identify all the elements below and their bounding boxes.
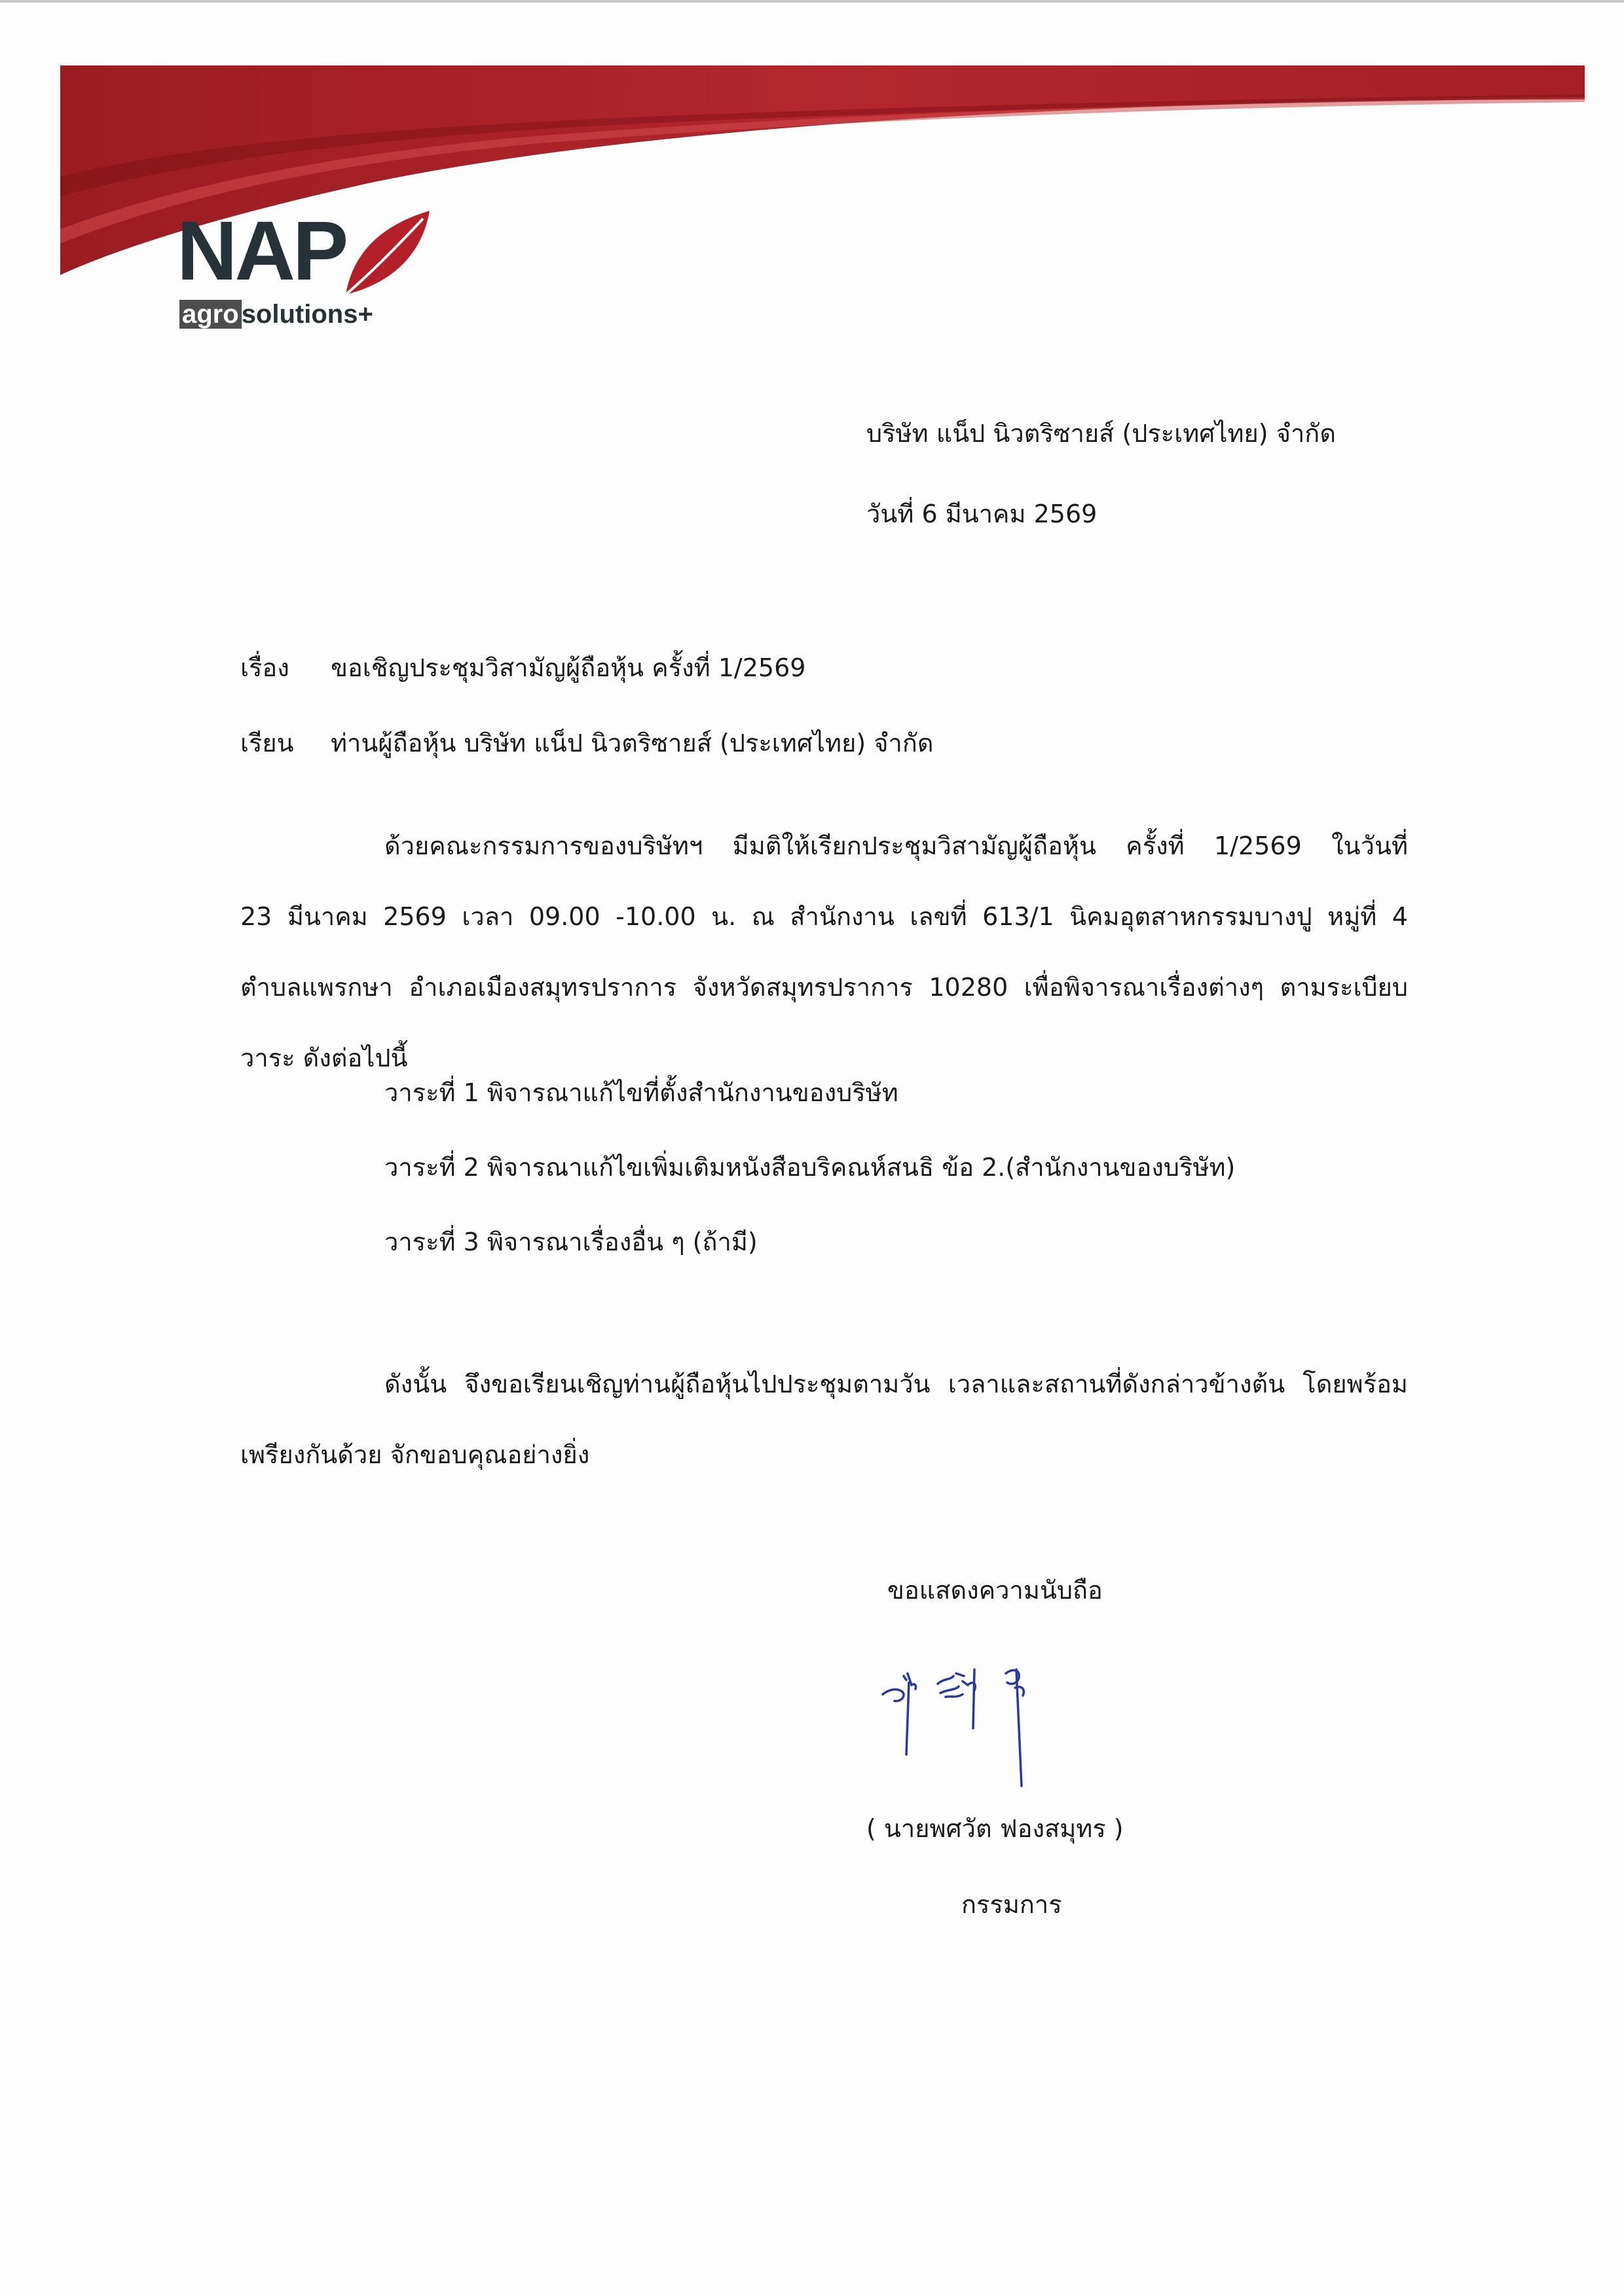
body-line: ตำบลแพรกษา อำเภอเมืองสมุทรปราการ จังหวัดสมุทรปราการ 10280 เพื่อพิจารณาเรื่องต่างๆ ตามระเบียบ xyxy=(240,973,1408,1002)
subject-text: ขอเชิญประชุมวิสามัญผู้ถือหุ้น ครั้งที่ 1/2569 xyxy=(331,653,806,682)
closing-paragraph xyxy=(240,1349,1408,1490)
leaf-icon xyxy=(339,210,431,301)
agenda-item: วาระที่ 1 พิจารณาแก้ไขที่ตั้งสำนักงานของบริษัท xyxy=(384,1078,898,1107)
nap-logo xyxy=(177,204,426,334)
subject-label: เรื่อง xyxy=(240,653,289,682)
logo-wordmark: NAP xyxy=(177,204,346,298)
signer-name: ( นายพศวัต ฟองสมุทร ) xyxy=(866,1814,1124,1843)
closing-line: ดังนั้น จึงขอเรียนเชิญท่านผู้ถือหุ้นไปประชุมตามวัน เวลาและสถานที่ดังกล่าวข้างต้น โดยพร้อม xyxy=(384,1370,1408,1398)
company-name: บริษัท แน็ป นิวตริซายส์ (ประเทศไทย) จำกัด xyxy=(866,419,1336,448)
agenda-item: วาระที่ 2 พิจารณาแก้ไขเพิ่มเติมหนังสือบริคณห์สนธิ ข้อ 2.(สำนักงานของบริษัท) xyxy=(384,1153,1236,1182)
recipient-label: เรียน xyxy=(240,729,294,757)
handwritten-signature xyxy=(877,1656,1061,1787)
logo-tagline xyxy=(179,301,373,327)
agenda-item: วาระที่ 3 พิจารณาเรื่องอื่น ๆ (ถ้ามี) xyxy=(384,1228,758,1256)
closing-line: เพรียงกันด้วย จักขอบคุณอย่างยิ่ง xyxy=(240,1440,590,1469)
logo-tagline-agro: agro xyxy=(179,300,242,329)
body-line: วาระ ดังต่อไปนี้ xyxy=(240,1044,408,1072)
recipient-text: ท่านผู้ถือหุ้น บริษัท แน็ป นิวตริซายส์ (ประเทศไทย) จำกัด xyxy=(331,729,934,757)
logo-tagline-solutions: solutions+ xyxy=(241,300,373,329)
agenda-list xyxy=(384,1055,1235,1279)
salutation: ขอแสดงความนับถือ xyxy=(887,1576,1103,1605)
body-line: ด้วยคณะกรรมการของบริษัทฯ มีมติให้เรียกประชุมวิสามัญผู้ถือหุ้น ครั้งที่ 1/2569 ในวันที่ xyxy=(384,831,1408,860)
letter-date: วันที่ 6 มีนาคม 2569 xyxy=(866,500,1098,528)
body-line: 23 มีนาคม 2569 เวลา 09.00 -10.00 น. ณ สำนักงาน เลขที่ 613/1 นิคมอุตสาหกรรมบางปู หมู่ที่ 4 xyxy=(240,902,1408,931)
scan-edge xyxy=(0,0,1624,3)
body-paragraph xyxy=(240,811,1408,1093)
signer-title: กรรมการ xyxy=(961,1890,1062,1919)
